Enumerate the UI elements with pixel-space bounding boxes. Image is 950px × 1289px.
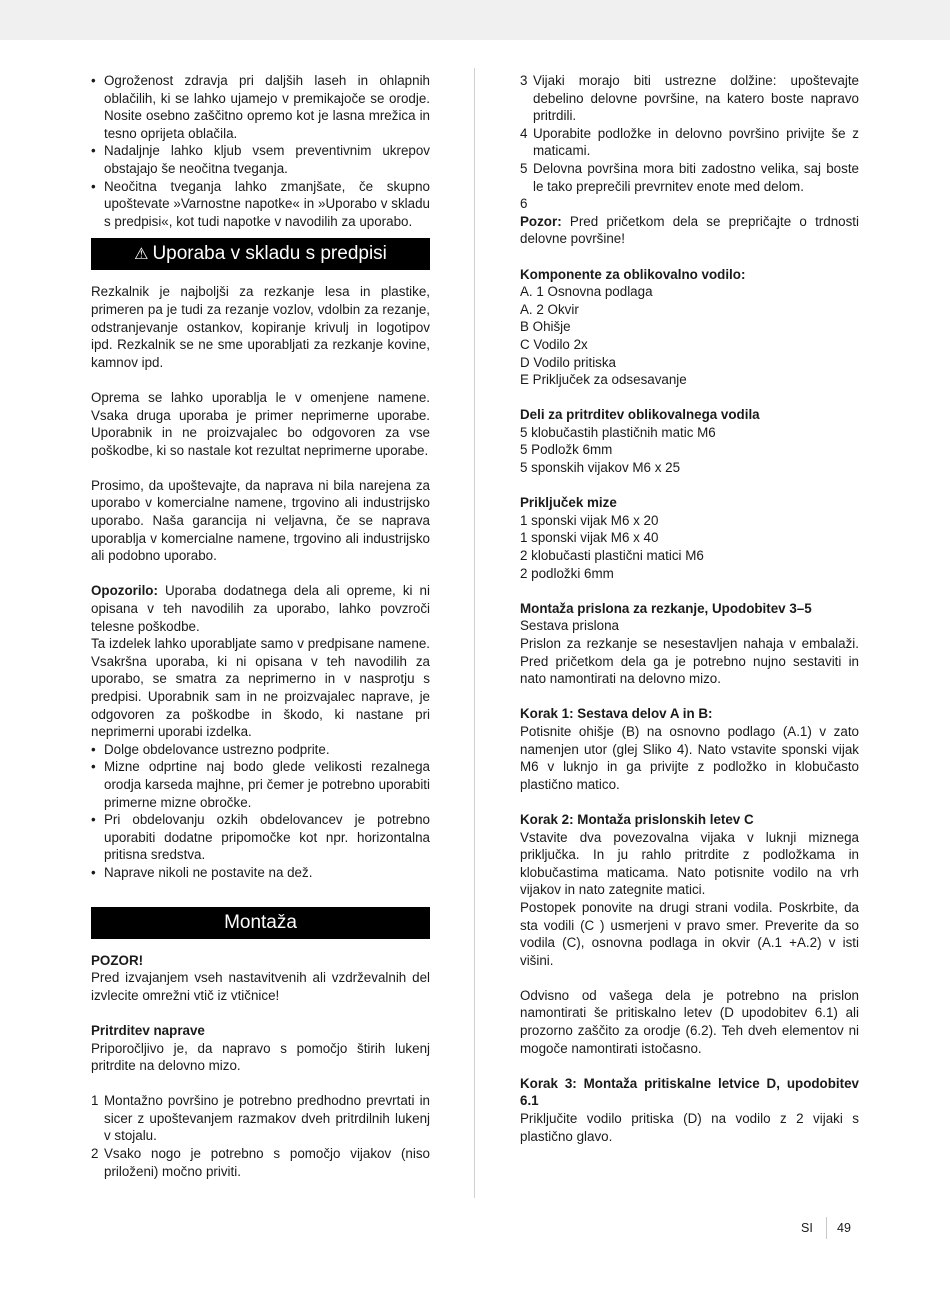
subheading: Priključek mize bbox=[520, 495, 617, 511]
warning-triangle-icon: ⚠ bbox=[134, 246, 149, 264]
intro-bullet-list bbox=[91, 72, 430, 230]
page-footer bbox=[0, 1220, 950, 1240]
paragraph: Rezkalnik je najboljši za rezkanje lesa in plastike, primeren pa je tudi za rezanje vozlov, vdolbin za rezanje, odstranjevanje ostankov, kopiranje krivulj in logotipov ipd. Rezkalnik se ne sme uporabljati za rezkanje kovine, kamnov ipd. bbox=[91, 284, 430, 370]
step-6-number: 6 bbox=[520, 196, 528, 212]
list-item: • Neočitna tveganja lahko zmanjšate, če skupno upoštevate »Varnostne napotke« in »Uporabo v skladu s predpisi«, kot tudi napotke v navodilih za uporabo. bbox=[91, 178, 430, 231]
subheading: Montaža prislona za rezkanje, Upodobitev 3–5 bbox=[520, 600, 812, 616]
paragraph: Prosimo, da upoštevajte, da naprava ni bila narejena za uporabo v komercialne namene, trgovino ali industrijsko uporabo. Naša garancija ni veljavna, če se naprava uporablja v komercialne namene, trgovino ali industrijsko ali podobno uporabo. bbox=[91, 477, 430, 564]
list-item: 2 klobučasti plastični matici M6 bbox=[520, 548, 704, 564]
subheading: Korak 3: Montaža pritiskalne letvice D, upodobitev 6.1 bbox=[520, 1075, 859, 1109]
usage-heading-text: Uporaba v skladu s predpisi bbox=[152, 243, 387, 265]
paragraph: Prislon za rezkanje se nesestavljen nahaja v embalaži. Pred pričetkom dela ga je potrebno nujno sestaviti in nato namontirati na delovno mizo. bbox=[520, 636, 859, 687]
subheading: Deli za pritrditev oblikovalnega vodila bbox=[520, 407, 760, 423]
list-item: 2 podložki 6mm bbox=[520, 565, 614, 581]
list-item: 4 Uporabite podložke in delovno površino privijte še z maticami. bbox=[520, 125, 859, 159]
right-column bbox=[520, 72, 859, 1145]
list-item: C Vodilo 2x bbox=[520, 336, 588, 352]
paragraph: Sestava prislona bbox=[520, 618, 619, 634]
list-item: • Ogroženost zdravja pri daljših laseh in ohlapnih oblačilih, ki se lahko ujamejo v premikajoče se orodje. Nosite osebno zaščitno opremo kot je lasna mrežica in tesno oprijeta oblačila. bbox=[91, 72, 430, 142]
top-band bbox=[0, 0, 950, 40]
pozor-paragraph: Pozor: Pred pričetkom dela se prepričajte o trdnosti delovne površine! bbox=[520, 213, 859, 247]
pozor-label: Pozor: bbox=[520, 213, 562, 229]
page-number: 49 bbox=[837, 1221, 851, 1235]
paragraph: Postopek ponovite na drugi strani vodila. Poskrbite, da sta vodili (C ) usmerjeni v pravo smer. Preverite da so vodila (C), osnovna podlaga in okvir (A.1 +A.2) v isti višini. bbox=[520, 899, 859, 968]
list-item: D Vodilo pritiska bbox=[520, 354, 617, 370]
list-item: 1 sponski vijak M6 x 40 bbox=[520, 530, 659, 546]
list-item: 5 Delovna površina mora biti zadostno velika, saj boste le tako preprečili prevrnitev enote med delom. bbox=[520, 160, 859, 194]
paragraph: Pred izvajanjem vseh nastavitvenih ali vzdrževalnih del izvlecite omrežni vtič iz vtičnice! bbox=[91, 970, 430, 1003]
list-item: B Ohišje bbox=[520, 319, 571, 335]
list-item: 2 Vsako nogo je potrebno s pomočjo vijakov (niso priloženi) močno priviti. bbox=[91, 1146, 430, 1179]
subheading: Korak 2: Montaža prislonskih letev C bbox=[520, 811, 754, 827]
warning-text: Uporaba dodatnega dela ali opreme, ki ni opisana v teh navodilih za uporabo, lahko povzroči telesne poškodbe. bbox=[91, 583, 430, 634]
footer-divider bbox=[826, 1217, 827, 1239]
list-item: • Naprave nikoli ne postavite na dež. bbox=[91, 864, 430, 882]
usage-section-heading bbox=[91, 238, 430, 270]
list-item: • Mizne odprtine naj bodo glede velikosti rezalnega orodja karseda majhne, pri čemer je potrebno uporabiti primerne mizne obročke. bbox=[91, 758, 430, 811]
paragraph: Ta izdelek lahko uporabljate samo v predpisane namene. Vsakršna uporaba, ki ni opisana v teh navodilih za uporabo, se smatra za neprimerno in v nasprotju s predpisi. Uporabnik sam in ne proizvajalec naprave, je odgovoren za poškodbe in škodo, ki nastane pri neprimerni uporabi izdelka. bbox=[91, 636, 430, 740]
list-item: 1 sponski vijak M6 x 20 bbox=[520, 512, 659, 528]
list-item: 1 Montažno površino je potrebno predhodno prevrtati in sicer z upoštevanjem razmakov dveh pritrdilnih lukenj v stojalu. bbox=[91, 1093, 430, 1144]
paragraph: Oprema se lahko uporablja le v omenjene namene. Vsaka druga uporaba je primer neprimerne uporabe. Uporabnik in ne proizvajalec bo odgovoren za vse poškodbe, ki so nastale kot rezultat neprimerne uporabe. bbox=[91, 389, 430, 458]
list-item: E Priključek za odsesavanje bbox=[520, 372, 687, 388]
warning-label: Opozorilo: bbox=[91, 583, 158, 599]
list-item: 5 sponskih vijakov M6 x 25 bbox=[520, 460, 681, 476]
warning-bullet-list bbox=[91, 741, 430, 882]
list-item: • Pri obdelovanju ozkih obdelovancev je potrebno uporabiti dodatne pripomočke kot npr. horizontalna pritisna sredstva. bbox=[91, 811, 430, 864]
column-divider bbox=[474, 68, 475, 1198]
pozor-label: POZOR! bbox=[91, 952, 144, 968]
list-item: A. 2 Okvir bbox=[520, 301, 579, 317]
fix-steps-list bbox=[91, 1092, 430, 1180]
language-code: SI bbox=[801, 1221, 813, 1235]
list-item: • Dolge obdelovance ustrezno podprite. bbox=[91, 741, 430, 759]
subheading: Korak 1: Sestava delov A in B: bbox=[520, 706, 713, 722]
list-item: 3 Vijaki morajo biti ustrezne dolžine: upoštevajte debelino delovne površine, na katero boste napravo pritrdili. bbox=[520, 73, 859, 124]
paragraph: Priključite vodilo pritiska (D) na vodilo z 2 vijaki s plastično glavo. bbox=[520, 1111, 859, 1144]
list-item: 5 klobučastih plastičnih matic M6 bbox=[520, 424, 716, 440]
subheading: Komponente za oblikovalno vodilo: bbox=[520, 266, 746, 282]
paragraph: Vstavite dva povezovalna vijaka v luknji miznega priključka. In ju rahlo pritrdite z podložkama in klobučastima maticama. Nato potisnite vodilo na vrh vijakov in nato zategnite matici. bbox=[520, 829, 859, 898]
paragraph: Priporočljivo je, da napravo s pomočjo štirih lukenj pritrdite na delovno mizo. bbox=[91, 1040, 430, 1074]
montaza-section-heading: Montaža bbox=[91, 907, 430, 939]
list-item: A. 1 Osnovna podlaga bbox=[520, 284, 653, 300]
fix-steps-list-continued bbox=[520, 72, 859, 195]
left-column bbox=[91, 72, 430, 1180]
list-item: 5 Podložk 6mm bbox=[520, 442, 613, 458]
paragraph: Odvisno od vašega dela je potrebno na prislon namontirati še pritiskalno letev (D upodobitev 6.1) ali prozorno zaščito za orodje (6.2). Teh dveh elementov ni mogoče namontirati istočasno. bbox=[520, 987, 859, 1056]
warning-paragraph bbox=[91, 582, 430, 635]
list-item: • Nadaljnje lahko kljub vsem preventivnim ukrepov obstajajo še neočitna tveganja. bbox=[91, 142, 430, 177]
paragraph: Potisnite ohišje (B) na osnovno podlago (A.1) v zato namenjen utor (glej Sliko 4). Nato vstavite sponski vijak M6 v luknjo in ga privijte z podložko in klobučasto plastično matico. bbox=[520, 723, 859, 792]
subheading: Pritrditev naprave bbox=[91, 1022, 205, 1038]
